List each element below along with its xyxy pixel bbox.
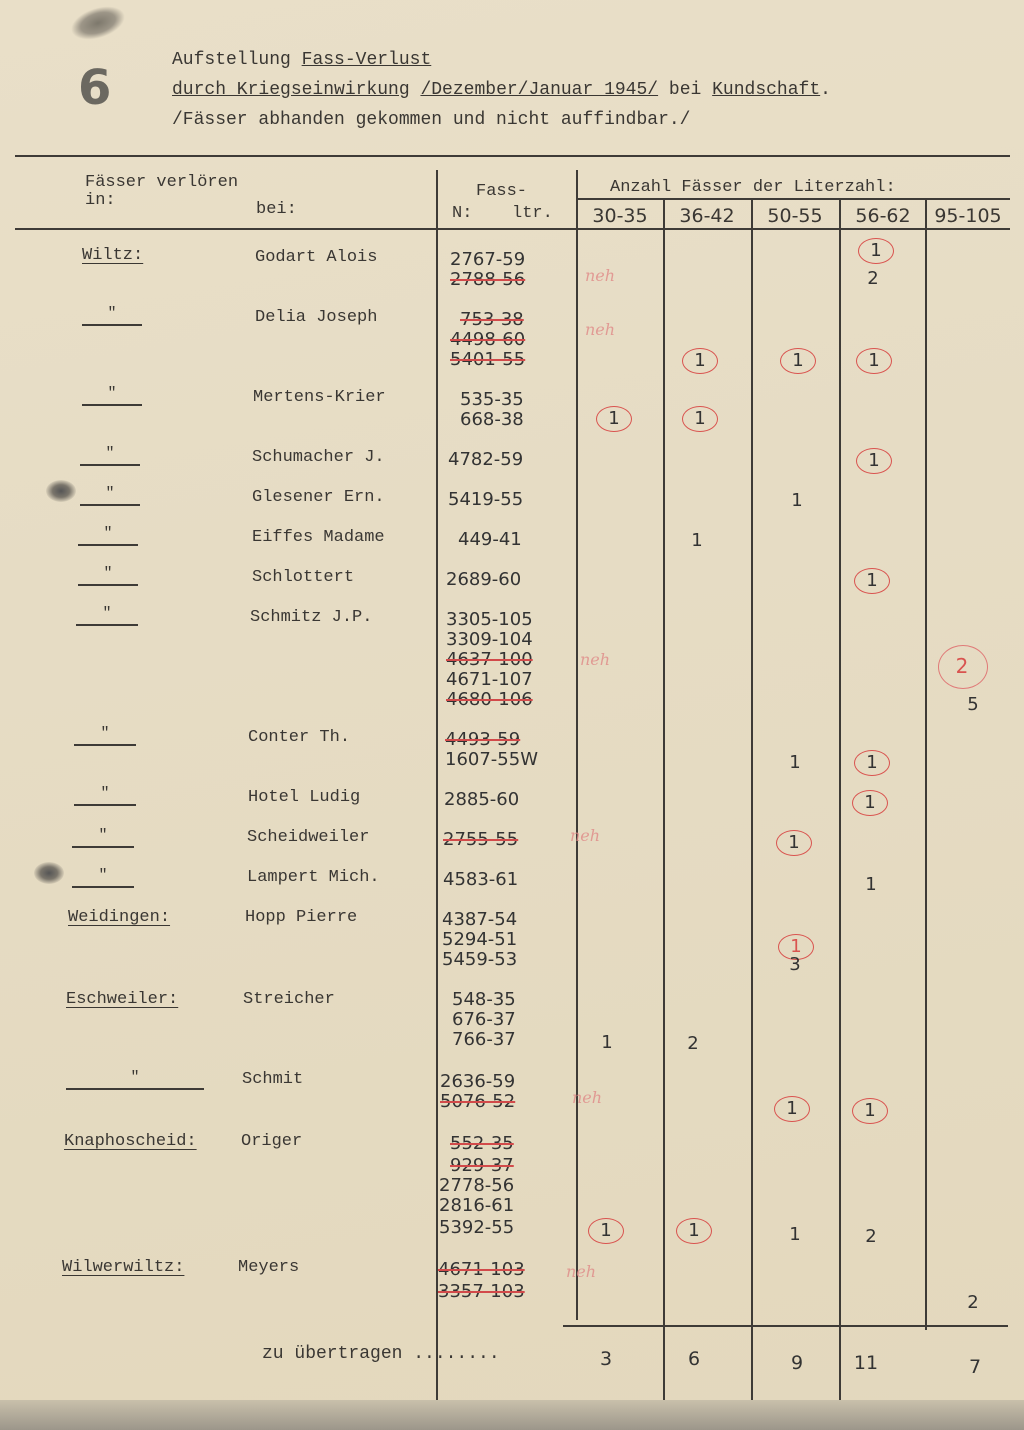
circled-count: 1 — [856, 448, 892, 474]
ditto-mark: " — [66, 1070, 204, 1090]
customer-name: Schumacher J. — [252, 448, 385, 467]
total-50-55: 9 — [790, 1352, 804, 1374]
bei-label: bei: — [256, 200, 297, 219]
customer-name: Eiffes Madame — [252, 528, 385, 547]
fass-number: 668-38 — [460, 409, 524, 430]
fass-number: 548-35 — [452, 989, 516, 1010]
circled-count: 1 — [858, 238, 894, 264]
circled-count: 1 — [778, 934, 814, 960]
customer-name: Meyers — [238, 1258, 300, 1277]
carry-forward-label: zu übertragen ........ — [262, 1344, 500, 1364]
circled-count: 1 — [596, 406, 632, 432]
col-header-30-35: 30-35 — [592, 205, 648, 227]
fass-number: 4583-61 — [443, 869, 519, 890]
ditto-mark: " — [82, 386, 142, 406]
ditto-mark: " — [74, 786, 136, 806]
ditto-mark: " — [78, 566, 138, 586]
table-top-rule — [15, 155, 1010, 157]
handwritten-note: neh — [566, 1262, 597, 1281]
customer-name: Scheidweiler — [247, 828, 370, 847]
in-label: in: — [85, 191, 116, 210]
fass-number: 2767-59 — [450, 249, 526, 270]
page-edge-shadow — [0, 1400, 1024, 1430]
customer-name: Hotel Ludig — [248, 788, 361, 807]
customer-name: Streicher — [243, 990, 335, 1009]
total-30-35: 3 — [599, 1348, 613, 1370]
ditto-mark: " — [80, 446, 140, 466]
title-line-2-part-4: Kundschaft — [712, 80, 821, 100]
title-line-2-end: . — [820, 80, 831, 100]
count-column-rule — [576, 170, 578, 1320]
total-95-105: 7 — [968, 1356, 982, 1378]
customer-name: Delia Joseph — [255, 308, 378, 327]
circled-count: 1 — [854, 750, 890, 776]
fass-number: 3309-104 — [446, 629, 533, 650]
customer-name: Lampert Mich. — [247, 868, 380, 887]
circled-count: 1 — [776, 830, 812, 856]
fass-number: 2689-60 — [446, 569, 522, 590]
title-line-1 — [172, 50, 431, 70]
fass-number: 2788-56 — [450, 269, 526, 290]
fass-number: 5392-55 — [439, 1217, 515, 1238]
fass-number: 4680-106 — [446, 689, 533, 710]
ditto-mark: " — [72, 828, 134, 848]
circled-count: 1 — [856, 348, 892, 374]
customer-name: Glesener Ern. — [252, 488, 385, 507]
title-word-2: Fass-Verlust — [301, 50, 432, 70]
fass-number: 2778-56 — [439, 1175, 515, 1196]
fass-number: 4671-103 — [438, 1259, 525, 1280]
subtotal-rule — [563, 1325, 1008, 1327]
place-label: Eschweiler: — [66, 990, 179, 1009]
title-word-1: Aufstellung — [172, 50, 291, 70]
customer-name: Schlottert — [252, 568, 355, 587]
ditto-mark: " — [80, 486, 140, 506]
clip-stain — [67, 0, 130, 46]
folio-number: 6 — [78, 60, 112, 116]
circled-count: 1 — [682, 348, 718, 374]
circled-count: 1 — [682, 406, 718, 432]
fass-number: 5076-52 — [440, 1091, 516, 1112]
col-rule-4 — [839, 200, 841, 1400]
count: 1 — [691, 530, 703, 551]
fass-number: 2636-59 — [440, 1071, 516, 1092]
count: 1 — [789, 1224, 801, 1245]
customer-name: Schmitz J.P. — [250, 608, 373, 627]
fass-number: 929-37 — [450, 1155, 514, 1176]
circled-count: 1 — [780, 348, 816, 374]
count: 2 — [867, 268, 879, 289]
circled-count: 1 — [854, 568, 890, 594]
fass-number: 5459-53 — [442, 949, 518, 970]
fass-number: 4782-59 — [448, 449, 524, 470]
fass-number: 4493-59 — [445, 729, 521, 750]
ditto-mark: " — [82, 306, 142, 326]
fass-number: 4498-60 — [450, 329, 526, 350]
col-rule-3 — [751, 200, 753, 1400]
count: 2 — [865, 1226, 877, 1247]
ditto-mark: " — [78, 526, 138, 546]
ditto-mark: " — [72, 868, 134, 888]
count: 1 — [865, 874, 877, 895]
ditto-mark: " — [74, 726, 136, 746]
title-line-2-part-1: durch Kriegseinwirkung — [172, 80, 410, 100]
fass-number: 2816-61 — [439, 1195, 515, 1216]
handwritten-note: neh — [585, 320, 616, 339]
count: 2 — [967, 1292, 979, 1313]
circled-count: 1 — [774, 1096, 810, 1122]
handwritten-note: neh — [570, 826, 601, 845]
circled-count: 1 — [852, 1098, 888, 1124]
count-label: Anzahl Fässer der Literzahl: — [610, 178, 896, 197]
col-rule-5 — [925, 200, 927, 1330]
place-label: Weidingen: — [68, 908, 171, 927]
customer-name: Schmit — [242, 1070, 304, 1089]
customer-name: Origer — [241, 1132, 303, 1151]
col-rule-2 — [663, 200, 665, 1400]
title-line-3: /Fässer abhanden gekommen und nicht auffindbar./ — [172, 110, 691, 130]
handwritten-count: 2 — [955, 654, 969, 678]
count: 1 — [601, 1032, 613, 1053]
customer-name: Conter Th. — [248, 728, 351, 747]
count: 2 — [687, 1033, 699, 1054]
col-header-95-105: 95-105 — [934, 205, 1002, 227]
lost-label: Fässer verlören — [85, 173, 239, 192]
fass-label: Fass- — [476, 182, 528, 201]
circled-count: 1 — [676, 1218, 712, 1244]
customer-name: Mertens-Krier — [253, 388, 386, 407]
place-label: Knaphoscheid: — [64, 1132, 197, 1151]
col-header-36-42: 36-42 — [679, 205, 735, 227]
total-36-42: 6 — [687, 1348, 701, 1370]
fass-number: 4637-100 — [446, 649, 533, 670]
fass-number: 1607-55W — [445, 749, 539, 770]
fass-number: 676-37 — [452, 1009, 516, 1030]
customer-name: Hopp Pierre — [245, 908, 358, 927]
count: 3 — [789, 954, 801, 975]
count: 1 — [789, 752, 801, 773]
nr-label: N: — [452, 204, 473, 223]
fass-number: 5294-51 — [442, 929, 518, 950]
fass-number: 3305-105 — [446, 609, 533, 630]
fass-number: 5401-55 — [450, 349, 526, 370]
ltr-label: ltr. — [512, 204, 553, 223]
ink-stain — [46, 480, 76, 502]
fass-number: 535-35 — [460, 389, 524, 410]
count: 1 — [791, 490, 803, 511]
column-header-rule — [578, 198, 1010, 200]
col-header-56-62: 56-62 — [855, 205, 911, 227]
fass-column-rule — [436, 170, 438, 1400]
fass-number: 552-35 — [450, 1133, 514, 1154]
handwritten-note: neh — [580, 650, 611, 669]
col-header-50-55: 50-55 — [767, 205, 823, 227]
handwritten-note: neh — [585, 266, 616, 285]
place-label: Wiltz: — [82, 246, 144, 265]
fass-number: 449-41 — [458, 529, 522, 550]
customer-name: Godart Alois — [255, 248, 378, 267]
circled-count: 1 — [588, 1218, 624, 1244]
title-line-2-part-3: bei — [668, 80, 702, 100]
fass-number: 766-37 — [452, 1029, 516, 1050]
fass-number: 4387-54 — [442, 909, 518, 930]
fass-number: 2885-60 — [444, 789, 520, 810]
fass-number: 4671-107 — [446, 669, 533, 690]
ink-stain — [34, 862, 64, 884]
fass-number: 5419-55 — [448, 489, 524, 510]
fass-number: 3357-103 — [438, 1281, 525, 1302]
fass-number: 2755-55 — [443, 829, 519, 850]
ditto-mark: " — [76, 606, 138, 626]
fass-number: 753-38 — [460, 309, 524, 330]
header-bottom-rule — [15, 228, 1010, 230]
title-line-2 — [172, 80, 831, 100]
circled-count: 1 — [852, 790, 888, 816]
count: 5 — [967, 694, 979, 715]
handwritten-note: neh — [572, 1088, 603, 1107]
total-56-62: 11 — [853, 1352, 879, 1374]
place-label: Wilwerwiltz: — [62, 1258, 185, 1277]
title-line-2-part-2: /Dezember/Januar 1945/ — [420, 80, 659, 100]
